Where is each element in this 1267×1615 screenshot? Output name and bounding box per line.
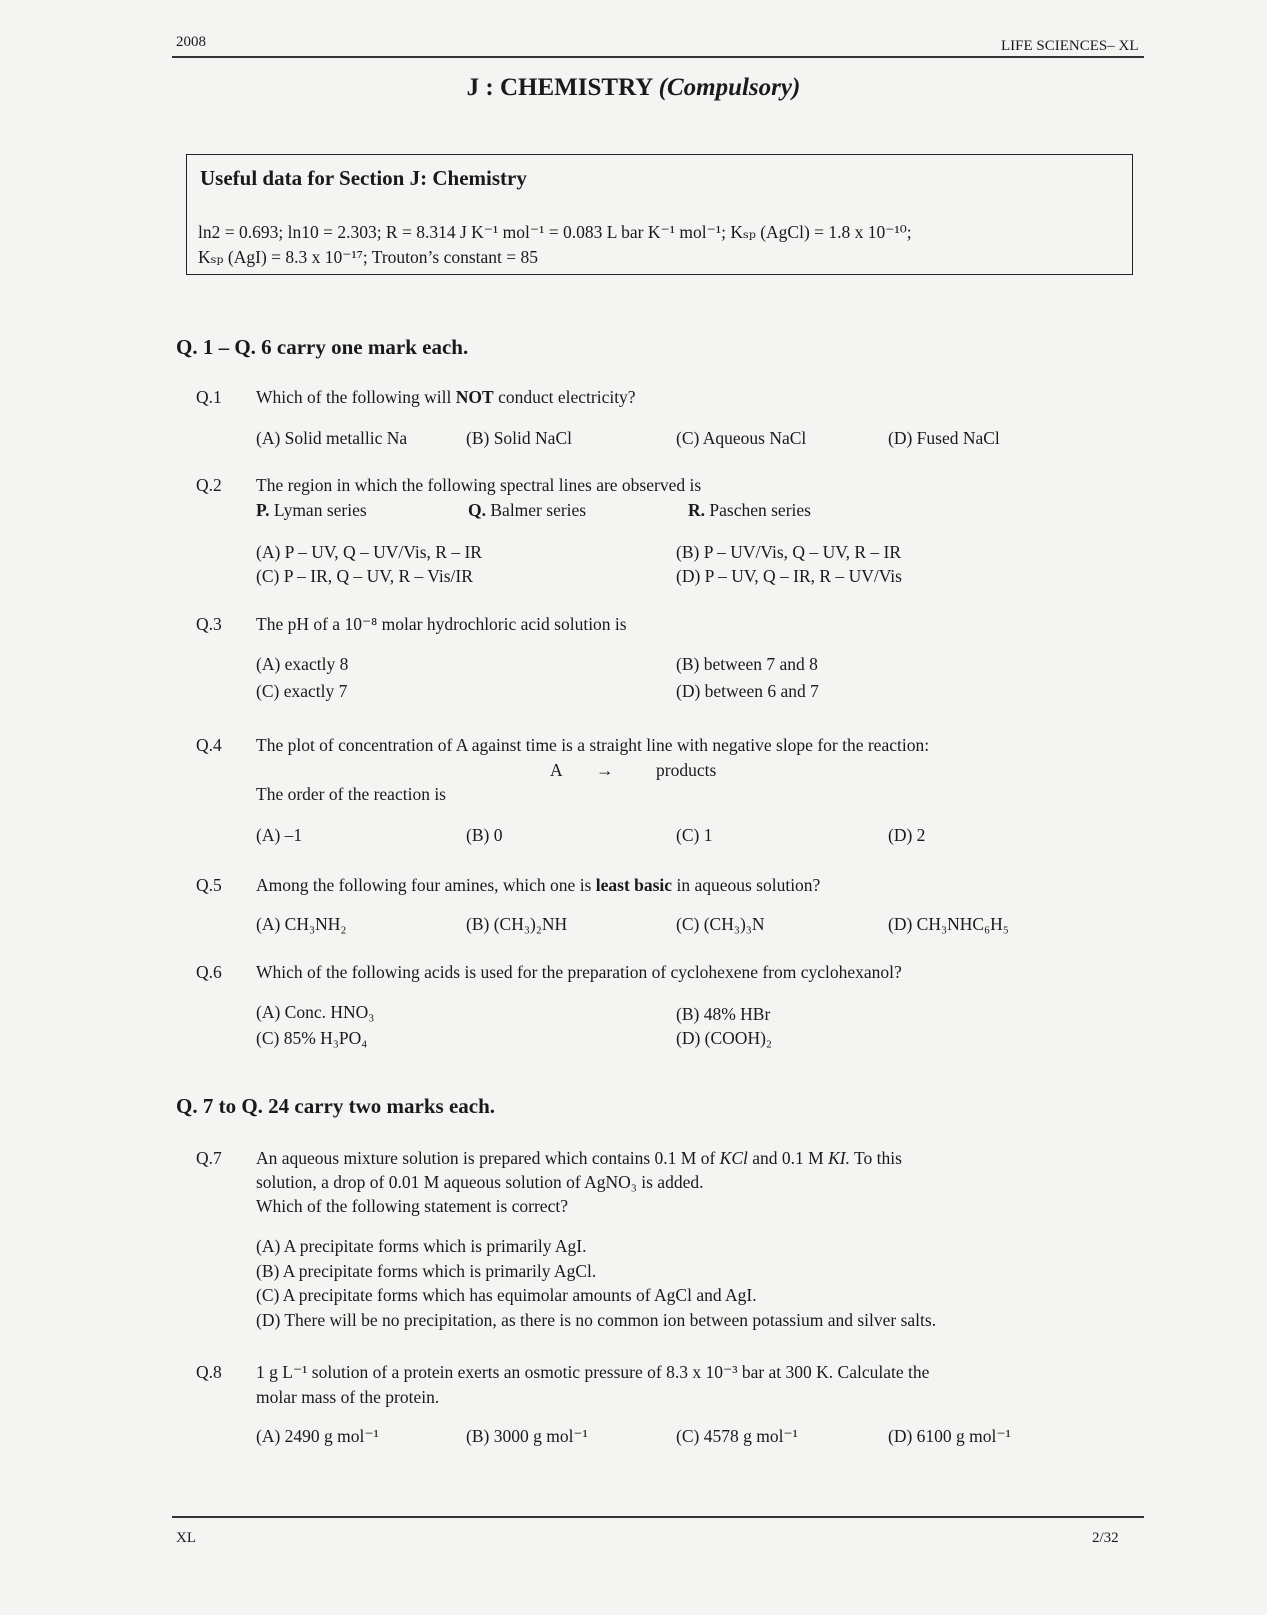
q7-line1-a: An aqueous mixture solution is prepared which contains 0.1 M of	[256, 1148, 720, 1168]
section-title-tag: (Compulsory)	[658, 74, 801, 101]
q2-option-a: (A) P – UV, Q – UV/Vis, R – IR	[256, 542, 482, 562]
q5-text-b: least basic	[595, 875, 673, 895]
q2-number: Q.2	[196, 475, 222, 495]
q1-text-c: conduct electricity?	[493, 387, 636, 407]
q2-option-b: (B) P – UV/Vis, Q – UV, R – IR	[676, 542, 902, 562]
q1-number: Q.1	[196, 387, 222, 407]
q5-option-d: (D) CH₃NHC₆H₅	[888, 914, 1009, 934]
q8-option-d: (D) 6100 g mol⁻¹	[888, 1426, 1011, 1446]
q5-number: Q.5	[196, 875, 222, 895]
q4-number: Q.4	[196, 735, 222, 755]
q6-option-d: (D) (COOH)₂	[676, 1028, 773, 1048]
q5-option-a: (A) CH₃NH₂	[256, 914, 347, 934]
section-title	[0, 74, 1267, 102]
q4-option-b: (B) 0	[466, 825, 503, 845]
q7-option-a: (A) A precipitate forms which is primarily AgI.	[256, 1236, 587, 1256]
q6-option-a: (A) Conc. HNO₃	[256, 1002, 375, 1022]
q2-series-p	[256, 500, 367, 521]
q2-series-q-val: Balmer series	[486, 500, 587, 520]
q5-text	[256, 875, 820, 896]
q6-option-b: (B) 48% HBr	[676, 1004, 771, 1024]
q2-series-p-val: Lyman series	[269, 500, 367, 520]
q3-option-b: (B) between 7 and 8	[676, 654, 818, 674]
q2-text: The region in which the following spectral lines are observed is	[256, 475, 702, 495]
q4-arrow: →	[596, 760, 614, 780]
q3-option-d: (D) between 6 and 7	[676, 681, 819, 701]
q2-series-r	[688, 500, 811, 521]
q2-series-r-key: R.	[688, 500, 706, 520]
q7-line1-d: KI.	[828, 1148, 850, 1168]
part2-heading: Q. 7 to Q. 24 carry two marks each.	[176, 1094, 496, 1118]
q1-option-d: (D) Fused NaCl	[888, 428, 1000, 448]
q7-line1-b: KCl	[719, 1148, 748, 1168]
q7-number: Q.7	[196, 1148, 222, 1168]
q7-option-d: (D) There will be no precipitation, as there is no common ion between potassium and silver salts.	[256, 1310, 937, 1330]
q3-text: The pH of a 10⁻⁸ molar hydrochloric acid solution is	[256, 614, 627, 634]
q4-text: The plot of concentration of A against time is a straight line with negative slope for the reaction:	[256, 735, 930, 755]
q5-text-a: Among the following four amines, which one is	[256, 875, 596, 895]
q7-line2: solution, a drop of 0.01 M aqueous solution of AgNO₃ is added.	[256, 1172, 704, 1192]
footer-rule	[172, 1516, 1144, 1518]
footer-page: 2/32	[1092, 1530, 1119, 1546]
q7-option-c: (C) A precipitate forms which has equimolar amounts of AgCl and AgI.	[256, 1285, 757, 1305]
header-rule	[172, 56, 1144, 58]
q3-option-c: (C) exactly 7	[256, 681, 348, 701]
q8-option-a: (A) 2490 g mol⁻¹	[256, 1426, 379, 1446]
q2-option-c: (C) P – IR, Q – UV, R – Vis/IR	[256, 566, 473, 586]
footer-code: XL	[176, 1530, 196, 1546]
q1-option-c: (C) Aqueous NaCl	[676, 428, 807, 448]
q7-line3: Which of the following statement is correct?	[256, 1196, 568, 1216]
q5-option-c: (C) (CH₃)₃N	[676, 914, 765, 934]
q5-text-c: in aqueous solution?	[672, 875, 821, 895]
q7-option-b: (B) A precipitate forms which is primarily AgCl.	[256, 1261, 597, 1281]
q1-option-a: (A) Solid metallic Na	[256, 428, 408, 448]
q8-number: Q.8	[196, 1362, 222, 1382]
q8-option-c: (C) 4578 g mol⁻¹	[676, 1426, 798, 1446]
q7-line1	[256, 1148, 902, 1169]
q6-option-c: (C) 85% H₃PO₄	[256, 1028, 368, 1048]
q7-line1-e: To this	[849, 1148, 902, 1168]
q1-text-b: NOT	[455, 387, 494, 407]
q2-option-d: (D) P – UV, Q – IR, R – UV/Vis	[676, 566, 902, 586]
q2-series-q	[468, 500, 586, 521]
q4-option-c: (C) 1	[676, 825, 713, 845]
section-title-main: J : CHEMISTRY	[466, 74, 653, 101]
q3-option-a: (A) exactly 8	[256, 654, 349, 674]
q4-option-d: (D) 2	[888, 825, 926, 845]
q4-reaction-a: A	[550, 760, 563, 780]
q8-option-b: (B) 3000 g mol⁻¹	[466, 1426, 588, 1446]
q6-text: Which of the following acids is used for the preparation of cyclohexene from cyclohexanol?	[256, 962, 902, 982]
q3-number: Q.3	[196, 614, 222, 634]
useful-data-heading: Useful data for Section J: Chemistry	[200, 166, 527, 190]
header-paper: LIFE SCIENCES– XL	[1001, 38, 1139, 54]
q6-number: Q.6	[196, 962, 222, 982]
q1-option-b: (B) Solid NaCl	[466, 428, 572, 448]
q7-line1-c: and 0.1 M	[747, 1148, 829, 1168]
q1-text	[256, 387, 636, 408]
part1-heading: Q. 1 – Q. 6 carry one mark each.	[176, 335, 469, 359]
q2-series-q-key: Q.	[468, 500, 486, 520]
useful-data-line2: Kₛₚ (AgI) = 8.3 x 10⁻¹⁷; Trouton’s constant = 85	[198, 247, 539, 267]
q8-line2: molar mass of the protein.	[256, 1387, 440, 1407]
q4-reaction-b: products	[656, 760, 717, 780]
q5-option-b: (B) (CH₃)₂NH	[466, 914, 568, 934]
q4-option-a: (A) –1	[256, 825, 303, 845]
q1-text-a: Which of the following will	[256, 387, 456, 407]
useful-data-line1: ln2 = 0.693; ln10 = 2.303; R = 8.314 J K⁻¹ mol⁻¹ = 0.083 L bar K⁻¹ mol⁻¹; Kₛₚ (AgCl) = 1.8 x 10⁻¹⁰;	[198, 222, 912, 242]
q2-series-r-val: Paschen series	[705, 500, 811, 520]
q4-text2: The order of the reaction is	[256, 784, 446, 804]
header-year: 2008	[176, 34, 206, 50]
q8-line1: 1 g L⁻¹ solution of a protein exerts an osmotic pressure of 8.3 x 10⁻³ bar at 300 K. Calculate the	[256, 1362, 930, 1382]
q2-series-p-key: P.	[256, 500, 270, 520]
